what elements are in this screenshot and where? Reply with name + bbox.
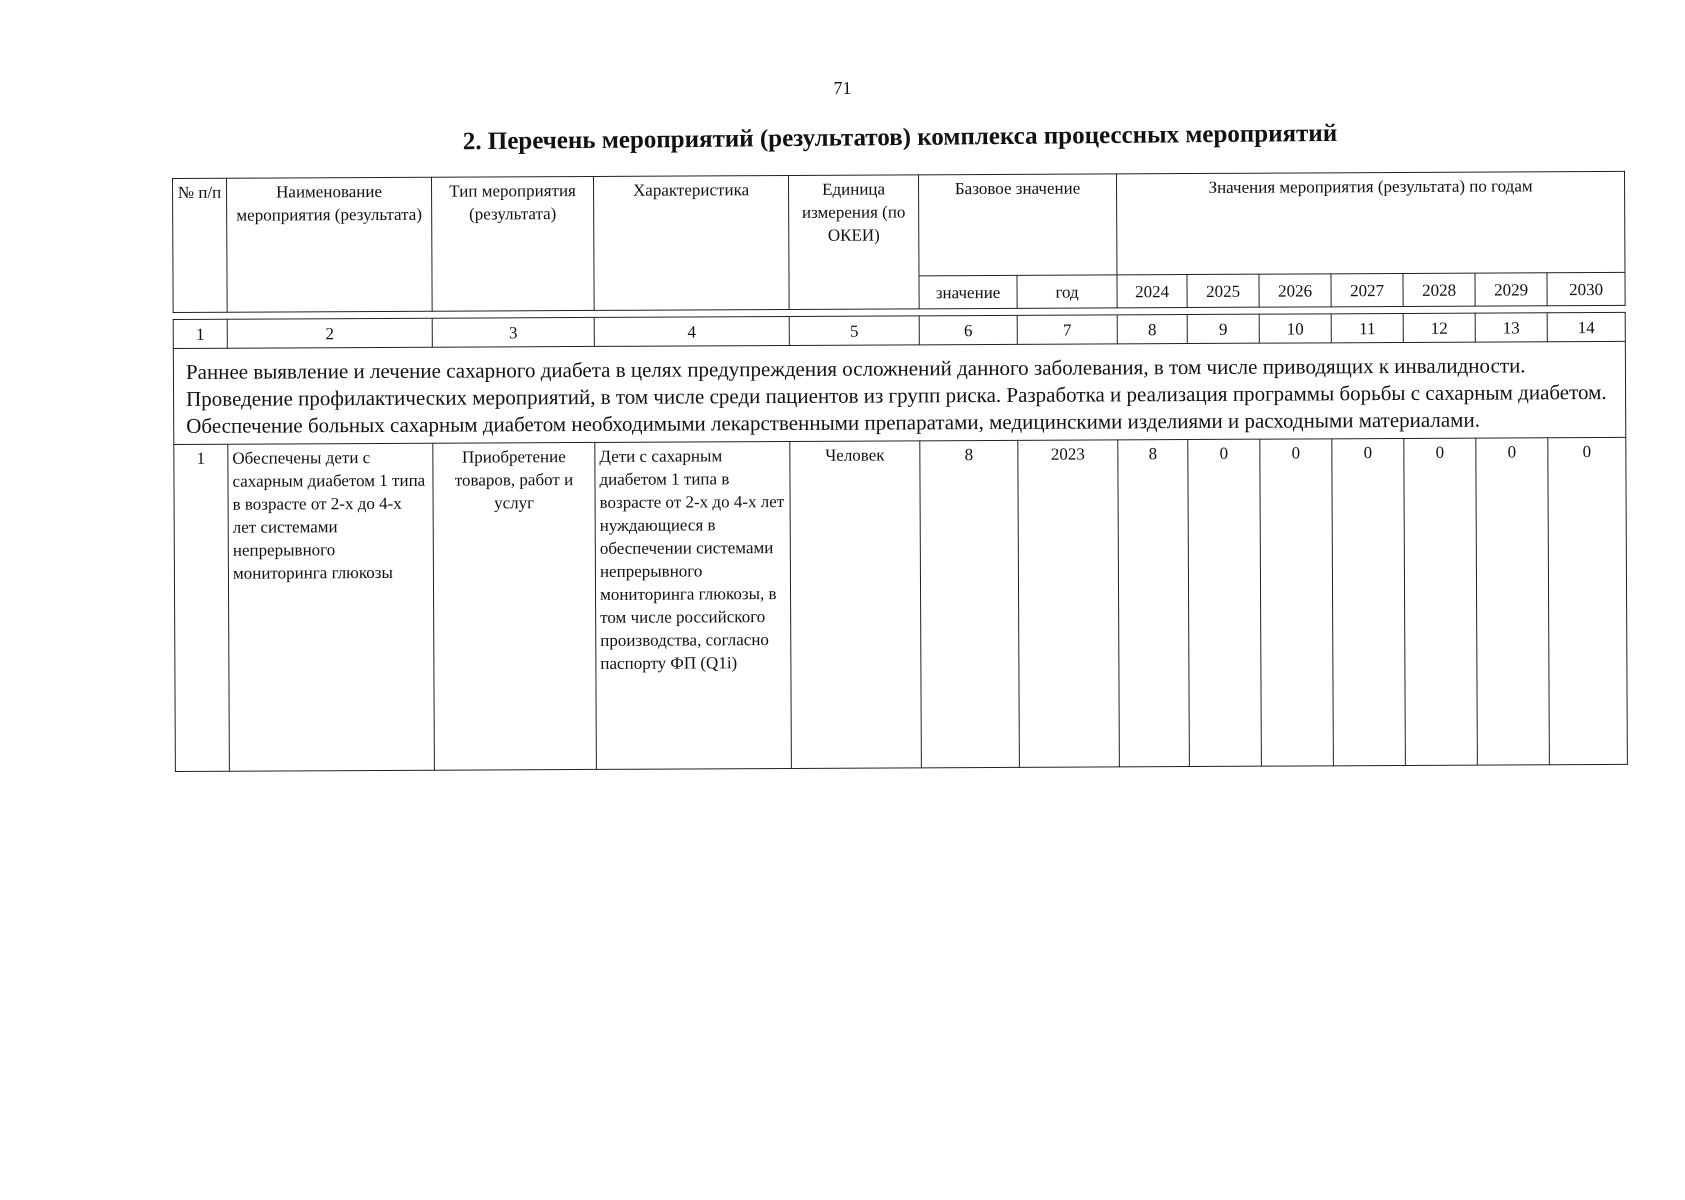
row-type: Приобретение товаров, работ и услуг: [433, 442, 597, 770]
row-unit: Человек: [790, 441, 922, 769]
column-number: 13: [1475, 313, 1547, 342]
header-year: 2024: [1117, 275, 1187, 308]
header-type: Тип мероприятия (результата): [431, 176, 594, 311]
row-value: 0: [1476, 438, 1550, 765]
header-num: № п/п: [173, 178, 228, 312]
column-number: 9: [1187, 314, 1259, 343]
column-number: 4: [594, 316, 789, 346]
header-year: 2030: [1547, 272, 1625, 305]
measures-table-container: [172, 171, 1627, 772]
header-year: 2026: [1259, 274, 1331, 307]
section-row: [173, 341, 1625, 444]
header-base: Базовое значение: [918, 174, 1117, 276]
column-number: 5: [789, 316, 919, 346]
section-title: Раннее выявление и лечение сахарного диабета в целях предупреждения осложнений данного заболевания, в том числе приводящих к инвалидности. Проведение профилактических мероприятий, в том числе среди пациентов из групп риска. Разработка и реализация программы борьбы с сахарным диабетом. Обеспечение больных сахарным диабетом необходимыми лекарственными препаратами, медицинскими изделиями и расходными материалами.: [173, 341, 1625, 444]
measures-table: [172, 171, 1628, 772]
page-title: 2. Перечень мероприятий (результатов) комплекса процессных мероприятий: [462, 119, 1338, 156]
table-row: [174, 437, 1628, 771]
header-year: 2027: [1331, 273, 1403, 306]
header-base-year: год: [1017, 275, 1117, 308]
header-unit: Единица измерения (по ОКЕИ): [788, 175, 919, 310]
header-year: 2029: [1475, 273, 1547, 306]
row-base-value: 8: [920, 440, 1020, 767]
column-number: 11: [1331, 313, 1403, 342]
header-years-group: Значения мероприятия (результата) по годам: [1117, 171, 1626, 274]
row-value: 0: [1260, 439, 1334, 766]
row-value: 0: [1404, 438, 1478, 765]
page-number: 71: [833, 78, 852, 98]
column-number: 2: [227, 318, 432, 348]
row-characteristic: Дети с сахарным диабетом 1 типа в возрасте от 2-х до 4-х лет нуждающиеся в обеспечении системами непрерывного мониторинга глюкозы, в том числе российского производства, согласно паспорту ФП (Q1i): [595, 441, 792, 769]
row-name: Обеспечены дети с сахарным диабетом 1 типа в возрасте от 2-х до 4-х лет системами непрерывного мониторинга глюкозы: [228, 443, 435, 771]
row-base-year: 2023: [1018, 440, 1120, 767]
header-characteristic: Характеристика: [593, 175, 789, 310]
row-value: 0: [1548, 437, 1628, 764]
row-value: 8: [1118, 440, 1190, 767]
header-name: Наименование мероприятия (результата): [227, 177, 433, 312]
row-value: 0: [1188, 439, 1262, 766]
header-base-value: значение: [919, 275, 1017, 308]
column-number: 12: [1403, 313, 1475, 342]
column-number: 6: [919, 315, 1017, 344]
column-number: 1: [173, 319, 227, 348]
column-number: 14: [1547, 312, 1625, 341]
header-year: 2028: [1403, 273, 1475, 306]
column-number: 10: [1259, 314, 1331, 343]
column-number: 7: [1017, 315, 1117, 344]
column-number: 8: [1117, 315, 1187, 344]
column-number: 3: [432, 317, 594, 347]
row-value: 0: [1332, 438, 1406, 765]
header-year: 2025: [1187, 274, 1259, 307]
header-row: [173, 171, 1626, 279]
row-num: 1: [174, 444, 230, 771]
